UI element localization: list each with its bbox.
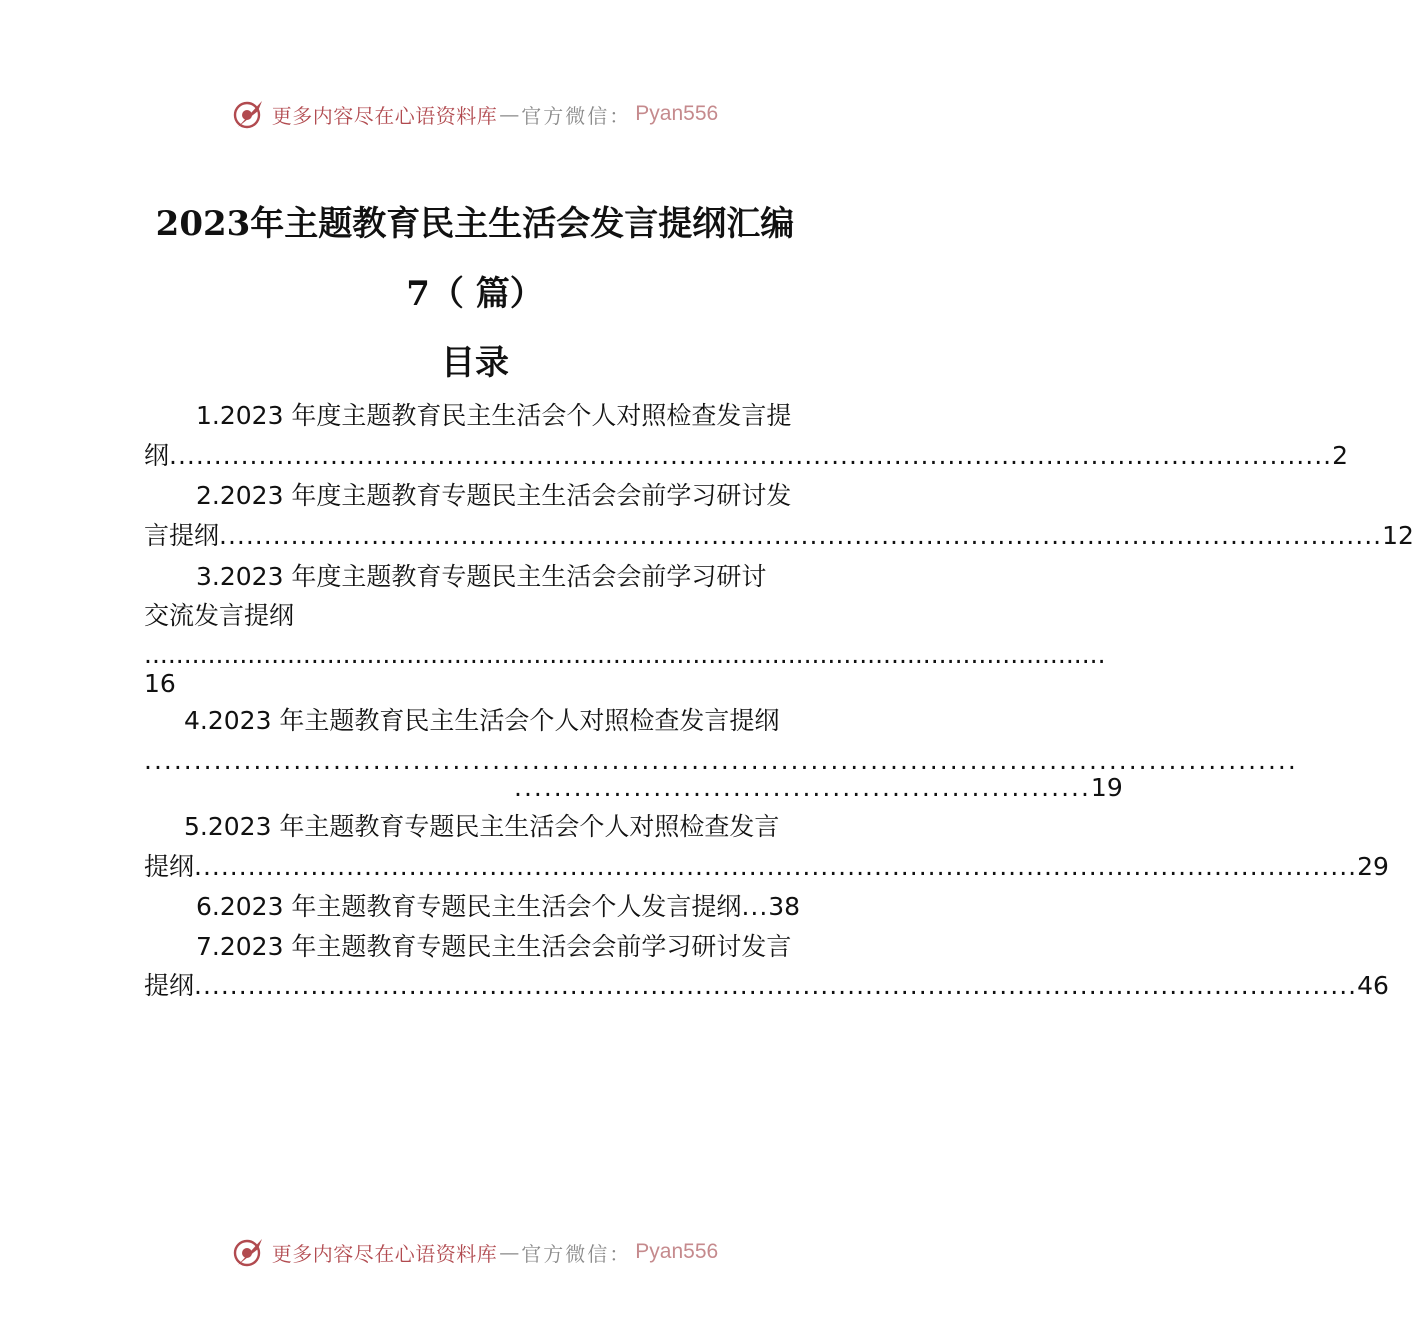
banner-text: 更多内容尽在心语资料库 [271, 103, 498, 128]
toc-entry-3-page: 16 [144, 669, 176, 698]
dot-leader: ......................................................................................................................... [144, 640, 1106, 669]
toc-entry-7-leader[interactable] [144, 971, 1389, 1001]
toc-entry-4-leader[interactable] [514, 773, 1123, 803]
toc-entry-3-title[interactable]: 3.2023 年度主题教育专题民主生活会会前学习研讨 [196, 562, 767, 591]
toc-entry-4-page: 19 [1090, 773, 1123, 802]
banner-text: 更多内容尽在心语资料库 [271, 1241, 498, 1266]
footer-banner [0, 1232, 950, 1272]
toc-entry-7-page: 46 [1357, 971, 1389, 1000]
toc-entry-2-page: 12 [1382, 521, 1414, 550]
toc-entry-1-title[interactable]: 1.2023 年度主题教育民主生活会个人对照检查发言提 [196, 401, 792, 430]
quill-logo-icon [232, 1235, 266, 1269]
dot-leader: ... [741, 892, 769, 921]
toc-entry-7-title-cont: 提纲 [144, 971, 195, 1000]
toc-entry-5-leader[interactable] [144, 852, 1389, 882]
dot-leader: .......................................................... [514, 773, 1091, 802]
dot-leader: .................................................................................................................................. [169, 441, 1333, 470]
document-title-count: 7（ 篇） [406, 274, 544, 314]
banner-wechat-id: Pyan556 [635, 102, 719, 125]
dot-leader: .................................................................................................................................. [194, 971, 1358, 1000]
banner-separator: — [499, 102, 520, 126]
toc-entry-1-title-cont: 纲 [144, 441, 170, 470]
dot-leader: .................................................................................................................................. [194, 852, 1358, 881]
toc-entry-7-title[interactable]: 7.2023 年主题教育专题民主生活会会前学习研讨发言 [196, 932, 792, 961]
toc-heading: 目录 [441, 343, 509, 383]
toc-entry-5-page: 29 [1357, 852, 1389, 881]
toc-entry-6-page: 38 [768, 892, 801, 921]
toc-entry-6-title: 6.2023 年主题教育专题民主生活会个人发言提纲 [196, 892, 742, 921]
banner-separator: — [499, 1240, 520, 1264]
toc-entry-5-title[interactable]: 5.2023 年主题教育专题民主生活会个人对照检查发言 [184, 812, 780, 841]
toc-entry-4-title[interactable]: 4.2023 年主题教育民主生活会个人对照检查发言提纲 [184, 706, 780, 735]
banner-official-label: 官方微信： [521, 103, 632, 128]
quill-logo-icon [232, 97, 266, 131]
toc-entry-2-leader[interactable] [144, 521, 1414, 551]
toc-entry-1-leader[interactable] [144, 441, 1349, 471]
toc-entry-2-title-cont: 言提纲 [144, 521, 220, 550]
banner-wechat-id: Pyan556 [635, 1240, 719, 1263]
document-title: 2023年主题教育民主生活会发言提纲汇编 [155, 204, 795, 244]
banner-official-label: 官方微信： [521, 1241, 632, 1266]
toc-entry-6[interactable] [196, 892, 806, 922]
toc-entry-2-title[interactable]: 2.2023 年度主题教育专题民主生活会会前学习研讨发 [196, 481, 792, 510]
dot-leader: .................................................................................................................................. [219, 521, 1383, 550]
dot-leader: .................................................................................................................... [144, 746, 1298, 775]
toc-entry-1-page: 2 [1332, 441, 1349, 470]
header-banner [0, 94, 950, 134]
toc-entry-5-title-cont: 提纲 [144, 852, 195, 881]
toc-entry-3-title-cont: 交流发言提纲 [144, 601, 295, 630]
